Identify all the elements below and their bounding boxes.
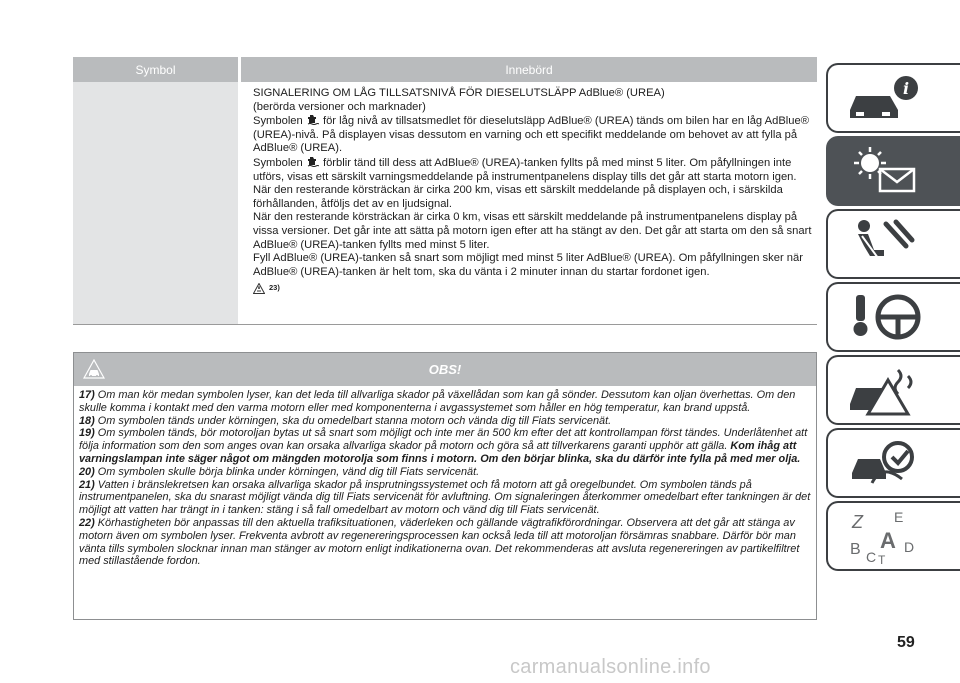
header-content: Innebörd [241,57,817,82]
svg-text:Z: Z [852,512,863,532]
table-row [73,82,817,325]
adblue-warning-icon [307,114,319,125]
tab-alphabetical-index[interactable] [826,501,960,571]
tab-car-info[interactable] [826,63,960,133]
svg-text:A: A [880,528,896,553]
content-cell [241,82,817,324]
airbag-safety-icon [842,214,932,274]
page-number: 59 [897,634,915,651]
symbol-cell [73,82,238,324]
header-symbol: Symbol [73,57,238,82]
note-item: 22) Körhastigheten bör anpassas till den aktuella trafiksituationen, väderleken och gällande vägtrafikförordningar. Observera att det går att stänga av motorn även om symbolen lyser. Frekventa avbrott av regenereringsprocessen kan också leda till att motoroljan försämras snabbare. Därför bör man vänta tills symbolen slocknar innan man stänger av motorn enligt indikationerna ovan. Det rekommenderas att avsluta regenereringen av partikelfiltret med stillastående fordon. [79,516,800,568]
svg-text:i: i [902,79,910,98]
tab-safety[interactable] [826,209,960,279]
tab-maintenance[interactable] [826,428,960,498]
svg-text:B: B [850,541,861,558]
symbol-table [73,57,817,325]
paragraph-4: När den resterande körsträckan är cirka 0 km, visas ett särskilt meddelande på instrumentpanelens display på vissa versioner. Det går inte att sätta på motorn igen efter att ha stängt av den. Det går att starta om den så snart AdBlue® (UREA)-tanken fyllts med minst 5 liter. [253,211,812,251]
reference-row [253,281,815,295]
notice-body [74,386,816,568]
svg-text:E: E [894,509,904,525]
paragraph-5: Fyll AdBlue® (UREA)-tanken så snart som möjligt med minst 5 liter AdBlue® (UREA). Om påfyllningen sker när AdBlue® (UREA)-tanken är helt tom, ska du vänta i 2 minuter innan du startar fordonet igen. [253,252,803,278]
note-item: 17) Om man kör medan symbolen lyser, kan det leda till allvarliga skador på växellådan som kan gå sönder. Dessutom kan oljan överhettas. Om den skulle komma i kontakt med den varma motorn eller med komponenterna i avgassystemet som håller en hög temperatur, kan brand uppstå. [79,389,796,414]
svg-text:T: T [878,553,886,566]
tab-emergency[interactable] [826,355,960,425]
key-steering-wheel-icon [842,287,932,347]
reference-number: 23) [269,283,280,293]
car-warning-icon [83,359,105,379]
paragraph-1: Symbolen för låg nivå av tillsatsmedlet för dieselutsläpp AdBlue® (UREA) tänds om bilen har en låg AdBlue® (UREA)-nivå. På displayen visas dessutom en varning och ett specifikt meddelande om behovet av att fylla på AdBlue® (UREA). [253,115,809,155]
notice-box [73,352,817,620]
car-breakdown-icon [842,360,932,420]
warning-light-message-icon [842,141,932,201]
table-header [73,57,817,82]
watermark-text: carmanualsonline.info [510,656,711,678]
note-item: 20) Om symbolen skulle börja blinka under körningen, vänd dig till Fiats servicenät. [79,465,480,478]
notice-title: OBS! [428,362,462,377]
tab-warning-lights[interactable] [826,136,960,206]
notice-header [74,353,816,386]
svg-text:D: D [904,539,915,555]
note-item: 19) Om symbolen tänds, bör motoroljan bytas ut så snart som möjligt och inte mer än 500 km efter det att kontrollampan först tändes. Underlåtenhet att följa information som den som anges ovan kan orsaka allvarliga skador på motorn och göra så att tillverkarens garanti upphör att gälla. Kom ihåg att varningslampan inte säger något om mängden motorolja som finns i motorn. Om den börjar blinka, ska du därför inte fylla på med mer olja. [79,427,808,465]
adblue-warning-icon [307,156,319,167]
row-title: SIGNALERING OM LÅG TILLSATSNIVÅ FÖR DIESELUTSLÄPP AdBlue® (UREA) [253,87,665,99]
car-info-icon [842,68,932,128]
note-item: 18) Om symbolen tänds under körningen, ska du omedelbart stanna motorn och vända dig till Fiats servicenät. [79,414,612,427]
paragraph-2: Symbolen förblir tänd till dess att AdBlue® (UREA)-tanken fyllts på med minst 5 liter. Om påfyllningen inte utförs, visas ett särskilt varningsmeddelande på instrumentpanelens display tills det går att starta motorn igen. [253,156,797,183]
svg-text:C: C [866,549,877,565]
note-item: 21) Vatten i bränslekretsen kan orsaka allvarliga skador på insprutningssystemet och få motorn att gå oregelbundet. Om symbolen tänds på instrumentpanelen, ska du snarast möjligt vända dig till Fiats servicenät för avluftning. Om signaleringen återkommer omedelbart efter tankningen är det möjligt att vatten har trängt in i tanken: stäng i så fall omedelbart av motorn och vänd dig till Fiats servicenät. [79,478,811,517]
alphabet-index-icon [842,506,932,566]
car-service-wrench-icon [842,433,932,493]
tab-starting-driving[interactable] [826,282,960,352]
paragraph-3: När den resterande körsträckan är cirka 200 km, visas ett särskilt meddelande på displayen och, i särskilda förhållanden, åtföljs det av en ljudsignal. [253,184,783,210]
row-subtitle: (berörda versioner och marknader) [253,100,426,113]
hazard-triangle-icon [253,283,265,294]
